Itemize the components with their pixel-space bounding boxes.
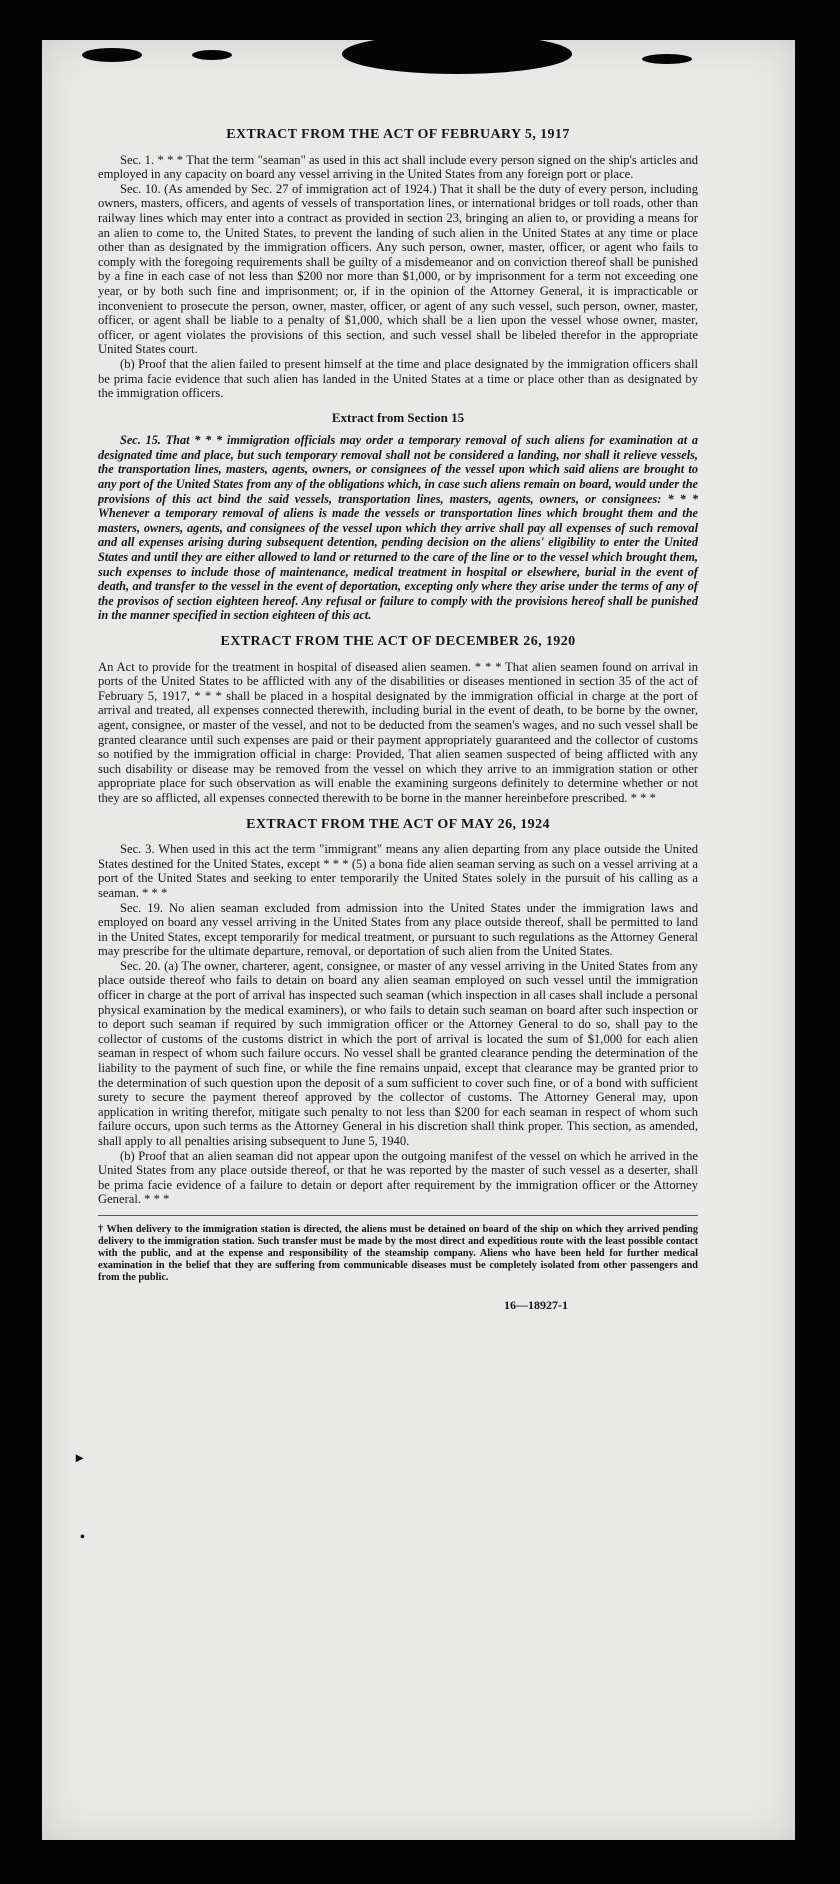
section-20-b-paragraph: (b) Proof that an alien seaman did not appear upon the outgoing manifest of the vessel on which he arrived in the United States from any place outside thereof, or that he was reported by the master of such vessel as a deserter, shall be prima facie evidence of a failure to detain or deport after requirement by the immigration officer or the Attorney General. * * * bbox=[98, 1148, 698, 1207]
document-body bbox=[98, 128, 698, 1313]
footnote: † When delivery to the immigration station is directed, the aliens must be detained on board of the ship on which they arrived pending delivery to the immigration station. Such transfer must be made by the most direct and expeditious route with the least possible contact with the public, and at the expense and responsibility of the steamship company. Aliens who have been held for further medical examination in the belief that they are suffering from communicable diseases must be completely isolated from other passengers and from the public. bbox=[98, 1215, 698, 1284]
torn-edge bbox=[642, 54, 692, 64]
margin-arrow-mark: ▸ bbox=[76, 1451, 84, 1466]
subheading-section-15: Extract from Section 15 bbox=[331, 409, 465, 425]
section-10-b-paragraph: (b) Proof that the alien failed to present himself at the time and place designated by the immigration officers shall be prima facie evidence that such alien has landed in the United States at a time or place other than as designated by the immigration officers. bbox=[98, 356, 698, 401]
heading-act-1920: EXTRACT FROM THE ACT OF DECEMBER 26, 1920 bbox=[220, 634, 576, 649]
torn-edge bbox=[192, 50, 232, 60]
form-number: 16—18927-1 bbox=[504, 1297, 568, 1312]
section-19-paragraph: Sec. 19. No alien seaman excluded from admission into the United States under the immigration laws and employed on board any vessel arriving in the United States from any place outside thereof, shall be permitted to land in the United States, except temporarily for medical treatment, or pursuant to such regulations as the Attorney General may prescribe for the ultimate departure, removal, or deportation of such alien from the United States. bbox=[98, 900, 698, 959]
section-10-paragraph: Sec. 10. (As amended by Sec. 27 of immigration act of 1924.) That it shall be the duty of every person, including owners, masters, officers, and agents of vessels of transportation lines, or international bridges or toll roads, other than railway lines which may enter into a contract as provided in section 23, bringing an alien to, or providing a means for an alien to come to, the United States, to prevent the landing of such alien in the United States at any time or place other than as designated by the immigration officers. Any such person, owner, master, officer, or agent who fails to comply with the foregoing requirements shall be guilty of a misdemeanor and on conviction thereof shall be punished by a fine in each case of not less than $200 nor more than $1,000, or by imprisonment for a term not exceeding one year, or by both such fine and imprisonment; or, if in the opinion of the Attorney General, it is impracticable or inconvenient to prosecute the person, owner, master, officer, or agent of any such vessel, such person, owner, master, officer, or agent shall be liable to a penalty of $1,000, which shall be a lien upon the vessel whose owner, master, officer, or agent violates the provisions of this section, and such vessel shall be libeled therefor in the appropriate United States court. bbox=[98, 181, 698, 357]
section-1-paragraph: Sec. 1. * * * That the term "seaman" as used in this act shall include every person signed on the ship's articles and employed in any capacity on board any vessel arriving in the United States from any foreign port or place. bbox=[98, 152, 698, 182]
torn-edge bbox=[342, 40, 572, 74]
heading-act-1924: EXTRACT FROM THE ACT OF MAY 26, 1924 bbox=[246, 816, 550, 832]
margin-dot-mark: • bbox=[80, 1530, 85, 1545]
section-3-paragraph: Sec. 3. When used in this act the term "immigrant" means any alien departing from any place outside the United States destined for the United States, except * * * (5) a bona fide alien seaman serving as such on a vessel arriving at a port of the United States and seeking to enter temporarily the United States solely in the pursuit of his calling as a seaman. * * * bbox=[98, 842, 698, 900]
heading-act-1917: EXTRACT FROM THE ACT OF FEBRUARY 5, 1917 bbox=[226, 127, 570, 142]
section-20-a-paragraph: Sec. 20. (a) The owner, charterer, agent, consignee, or master of any vessel arriving in the United States from any place outside thereof who fails to detain on board any alien seaman employed on such vessel until the immigration officer in charge at the port of arrival has inspected such seaman (which inspection in all cases shall include a personal physical examination by the medical examiners), or who fails to detain such seaman on board after such inspection or to deport such seaman if required by such immigration officer or the Attorney General to do so, shall pay to the collector of customs of the customs district in which the port of arrival is located the sum of $1,000 for each alien seaman in respect of whom such failure occurs. No vessel shall be granted clearance pending the determination of the liability to the payment of such fine, or while the fine remains unpaid, except that clearance may be granted prior to the determination of such question upon the deposit of a sum sufficient to cover such fine, or of a bond with sufficient surety to secure the payment thereof approved by the collector of customs. The Attorney General may, upon application in writing therefor, mitigate such penalty to not less than $200 for each seaman in respect of whom such failure occurs, upon such terms as the Attorney General in his discretion shall think proper. This section, as amended, shall apply to all penalties arising subsequent to June 5, 1940. bbox=[98, 958, 698, 1148]
torn-edge bbox=[82, 48, 142, 62]
act-1920-paragraph: An Act to provide for the treatment in hospital of diseased alien seamen. * * * That alien seamen found on arrival in ports of the United States to be afflicted with any of the disabilities or diseases mentioned in section 35 of the act of February 5, 1917, * * * shall be placed in a hospital designated by the immigration official in charge at the port of arrival and treated, all expenses connected therewith, including burial in the event of death, to be borne by the owner, agent, consignee, or master of the vessel, and not to be deducted from the seamen's wages, and no such vessel shall be granted clearance until such expenses are paid or their payment appropriately guaranteed and the collector of customs so notified by the immigration official in charge: Provided, That alien seamen suspected of being afflicted with any such disability or disease may be removed from the vessel on which they arrive to an immigration station or other appropriate place for such observation as will enable the examining surgeons definitely to determine whether or not they are so afflicted, all expenses connected therewith to be borne in the manner hereinbefore prescribed. * * * bbox=[98, 659, 698, 805]
section-15-paragraph: Sec. 15. That * * * immigration officials may order a temporary removal of such aliens for examination at a designated time and place, but such temporary removal shall not be considered a landing, nor shall it relieve vessels, the transportation lines, masters, agents, owners, or consignees of the vessel upon which said aliens are brought to any port of the United States from any of the obligations which, in case such aliens remain on board, would under the provisions of this act bind the said vessels, transportation lines, masters, agents, owners, or consignees: * * * Whenever a temporary removal of aliens is made the vessels or transportation lines which brought them and the masters, owners, agents, and consignees of the vessel upon which they arrive shall pay all expenses of such removal and all expenses arising during subsequent detention, pending decision on the aliens' eligibility to enter the United States and until they are either allowed to land or returned to the care of the line or to the vessel which brought them, such expenses to include those of maintenance, medical treatment in hospital or elsewhere, burial in the event of death, and transfer to the vessel in the event of deportation, excepting only where they arise under the terms of any of the provisos of section eighteen hereof. Any refusal or failure to comply with the provisions hereof shall be punished in the manner specified in section eighteen of this act. bbox=[98, 433, 698, 623]
